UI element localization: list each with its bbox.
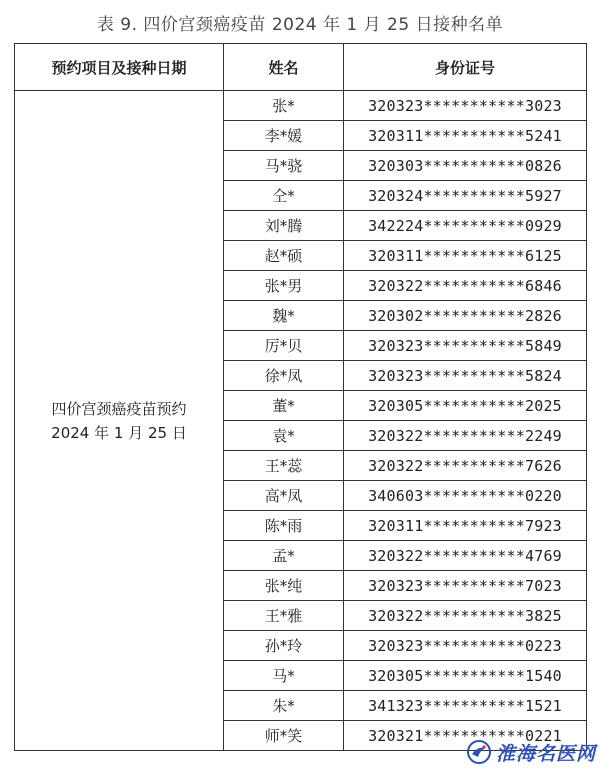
person-name-cell: 王*雅 (224, 601, 344, 631)
table-body (15, 91, 587, 751)
id-number-cell: 320323***********3023 (344, 91, 587, 121)
watermark-text: 淮海名医网 (495, 742, 596, 765)
person-name-cell: 师*笑 (224, 721, 344, 751)
person-name-cell: 厉*贝 (224, 331, 344, 361)
person-name-cell: 孟* (224, 541, 344, 571)
id-number-cell: 320302***********2826 (344, 301, 587, 331)
id-number-cell: 320323***********5824 (344, 361, 587, 391)
id-number-cell: 320311***********7923 (344, 511, 587, 541)
id-number-cell: 320303***********0826 (344, 151, 587, 181)
id-number-cell: 320324***********5927 (344, 181, 587, 211)
id-number-cell: 320323***********5849 (344, 331, 587, 361)
header-name: 姓名 (224, 44, 344, 91)
id-number-cell: 320305***********2025 (344, 391, 587, 421)
table-header-row (15, 44, 587, 91)
id-number-cell: 320321***********0221 (344, 721, 587, 751)
person-name-cell: 孙*玲 (224, 631, 344, 661)
vaccination-roster-table (14, 43, 587, 751)
id-number-cell: 320322***********6846 (344, 271, 587, 301)
table-row (15, 91, 587, 121)
person-name-cell: 徐*凤 (224, 361, 344, 391)
id-number-cell: 342224***********0929 (344, 211, 587, 241)
id-number-cell: 320322***********4769 (344, 541, 587, 571)
person-name-cell: 张* (224, 91, 344, 121)
id-number-cell: 341323***********1521 (344, 691, 587, 721)
id-number-cell: 320323***********7023 (344, 571, 587, 601)
person-name-cell: 李*媛 (224, 121, 344, 151)
person-name-cell: 仝* (224, 181, 344, 211)
person-name-cell: 马* (224, 661, 344, 691)
header-id-number: 身份证号 (344, 44, 587, 91)
id-number-cell: 340603***********0220 (344, 481, 587, 511)
person-name-cell: 陈*雨 (224, 511, 344, 541)
id-number-cell: 320322***********3825 (344, 601, 587, 631)
id-number-cell: 320322***********2249 (344, 421, 587, 451)
person-name-cell: 刘*腾 (224, 211, 344, 241)
person-name-cell: 张*男 (224, 271, 344, 301)
header-project-date: 预约项目及接种日期 (15, 44, 224, 91)
project-date-cell (15, 91, 224, 751)
person-name-cell: 袁* (224, 421, 344, 451)
bird-logo-icon (466, 739, 492, 765)
person-name-cell: 朱* (224, 691, 344, 721)
id-number-cell: 320311***********6125 (344, 241, 587, 271)
person-name-cell: 高*凤 (224, 481, 344, 511)
person-name-cell: 董* (224, 391, 344, 421)
table-caption: 表 9. 四价宫颈癌疫苗 2024 年 1 月 25 日接种名单 (96, 15, 504, 35)
id-number-cell: 320323***********0223 (344, 631, 587, 661)
project-name: 四价宫颈癌疫苗预约 (51, 399, 187, 418)
person-name-cell: 魏* (224, 301, 344, 331)
id-number-cell: 320311***********5241 (344, 121, 587, 151)
vaccination-date: 2024 年 1 月 25 日 (51, 423, 187, 442)
person-name-cell: 张*纯 (224, 571, 344, 601)
id-number-cell: 320305***********1540 (344, 661, 587, 691)
person-name-cell: 赵*硕 (224, 241, 344, 271)
person-name-cell: 王*蕊 (224, 451, 344, 481)
id-number-cell: 320322***********7626 (344, 451, 587, 481)
person-name-cell: 马*骁 (224, 151, 344, 181)
site-watermark (466, 738, 596, 766)
